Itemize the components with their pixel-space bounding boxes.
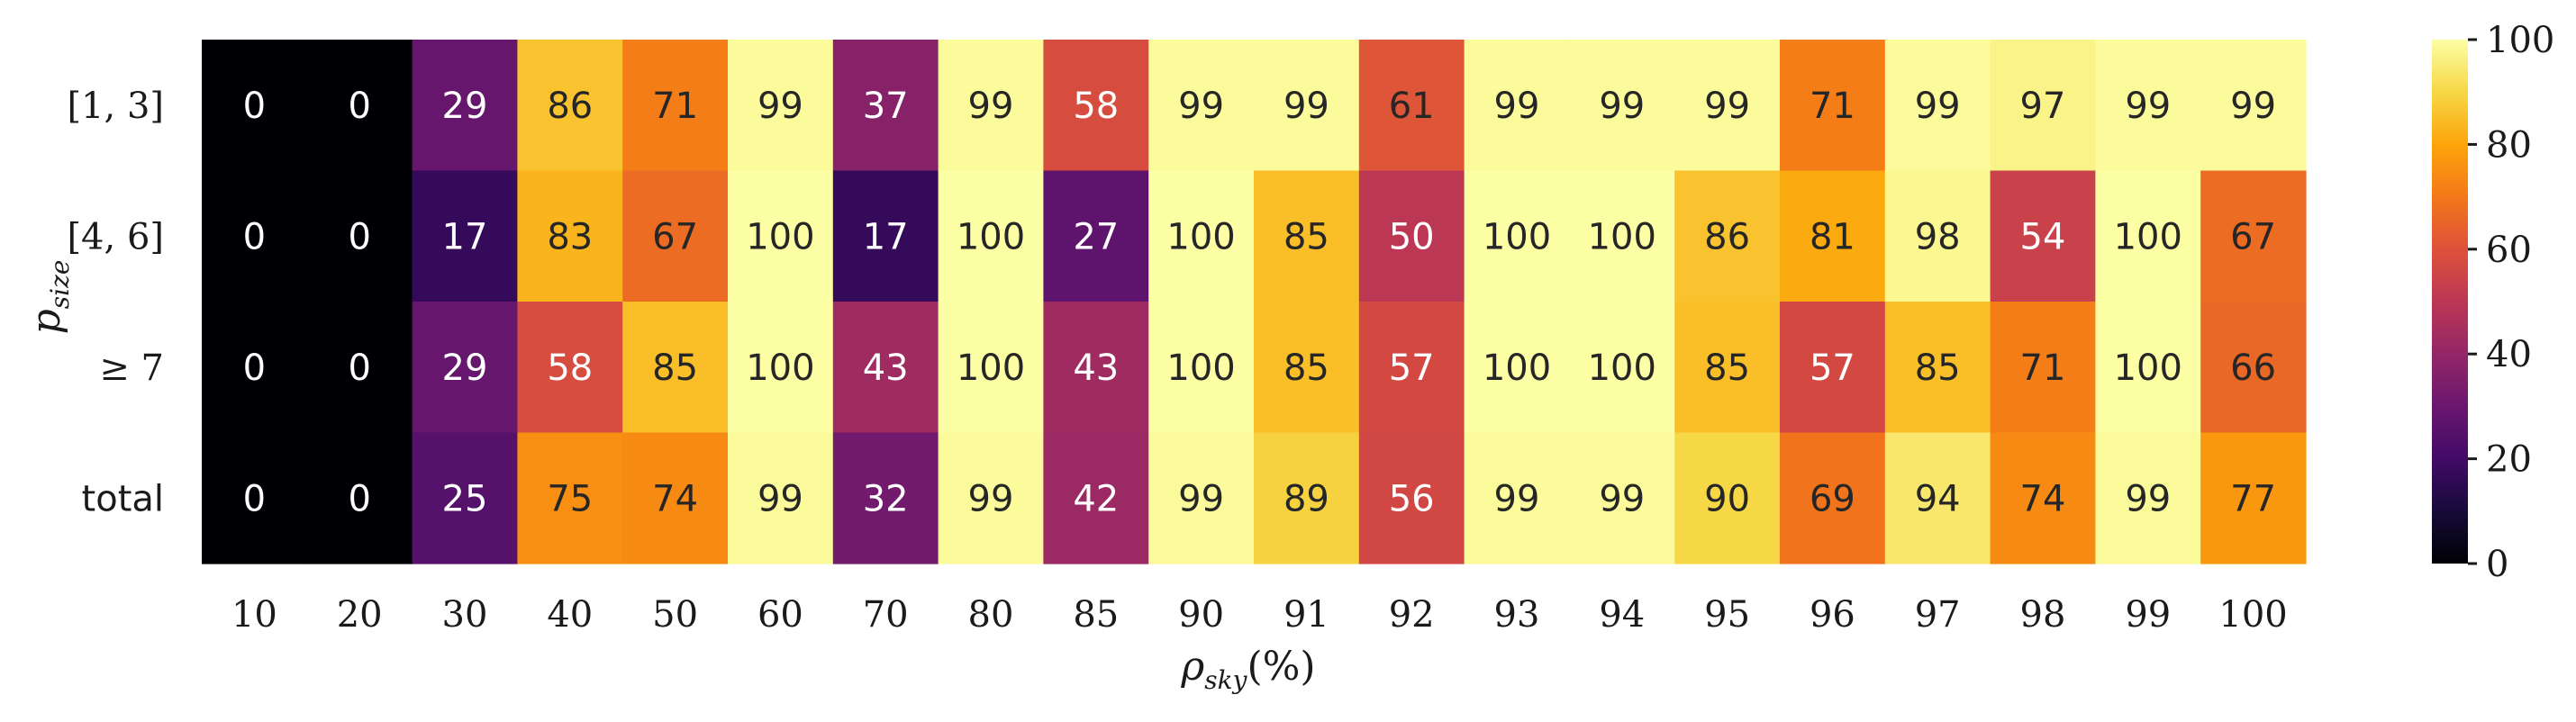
y-tick-labels: [67, 86, 164, 520]
heatmap-cell-value: 57: [1809, 347, 1855, 389]
heatmap-cell-value: 27: [1073, 216, 1120, 258]
heatmap-cell-value: 17: [441, 216, 488, 258]
x-axis-label: [1180, 644, 1315, 695]
heatmap-cell-value: 100: [1166, 347, 1236, 389]
colorbar-ticks: [2468, 20, 2554, 585]
heatmap-cell-value: 100: [956, 216, 1026, 258]
heatmap-cell-value: 29: [441, 347, 488, 389]
y-axis-label-sub: size: [45, 259, 75, 310]
heatmap-cell-value: 99: [1178, 478, 1225, 520]
x-tick-label: 99: [2125, 594, 2172, 636]
heatmap-cell-value: 71: [652, 85, 699, 127]
heatmap-cell-value: 42: [1073, 478, 1120, 520]
heatmap-cell-value: 61: [1388, 85, 1435, 127]
heatmap-cell-value: 0: [242, 216, 267, 258]
heatmap-cell-value: 32: [862, 478, 909, 520]
heatmap-cell-value: 89: [1283, 478, 1329, 520]
x-tick-label: 10: [231, 594, 277, 636]
heatmap-cells: [202, 40, 2307, 564]
heatmap-cell-value: 0: [242, 85, 267, 127]
x-tick-label: 30: [441, 594, 488, 636]
heatmap-cell-value: 0: [348, 85, 371, 127]
heatmap-cell-value: 29: [441, 85, 488, 127]
x-tick-label: 97: [1914, 594, 1961, 636]
heatmap-cell-value: 100: [1587, 216, 1656, 258]
colorbar-tick-label: 100: [2486, 20, 2555, 61]
heatmap-cell-value: 56: [1388, 478, 1435, 520]
heatmap-cell-value: 75: [547, 478, 594, 520]
x-tick-label: 70: [862, 594, 909, 636]
x-tick-label: 90: [1178, 594, 1225, 636]
y-axis-label: [23, 260, 75, 335]
x-tick-label: 20: [336, 594, 383, 636]
heatmap-cell-value: 69: [1809, 478, 1855, 520]
heatmap-cell-value: 100: [2113, 216, 2182, 258]
x-axis-label-main: ρ: [1181, 644, 1205, 690]
heatmap-cell-value: 86: [547, 85, 594, 127]
heatmap-cell-value: 85: [1914, 347, 1961, 389]
y-axis-label-main: p: [23, 309, 69, 335]
heatmap-cell-value: 71: [1809, 85, 1855, 127]
x-tick-label: 93: [1493, 594, 1540, 636]
heatmap-cell-value: 99: [1493, 85, 1540, 127]
heatmap-cell-value: 0: [348, 347, 371, 389]
colorbar-tick-label: 40: [2486, 334, 2532, 376]
x-tick-label: 60: [757, 594, 803, 636]
x-tick-label: 95: [1704, 594, 1751, 636]
heatmap-cell-value: 71: [2019, 347, 2066, 389]
heatmap-cell-value: 97: [2019, 85, 2066, 127]
heatmap-cell-value: 100: [956, 347, 1026, 389]
heatmap-cell-value: 50: [1388, 216, 1435, 258]
heatmap-cell-value: 86: [1704, 216, 1751, 258]
heatmap-cell-value: 85: [652, 347, 699, 389]
heatmap-cell-value: 99: [2230, 85, 2277, 127]
x-tick-label: 91: [1283, 594, 1329, 636]
heatmap-cell-value: 74: [2019, 478, 2066, 520]
colorbar-tick-label: 20: [2486, 438, 2532, 481]
colorbar-tick-label: 60: [2486, 229, 2532, 271]
x-tick-label: 96: [1809, 594, 1855, 636]
y-tick-label: total: [81, 478, 164, 520]
x-tick-label: 98: [2019, 594, 2066, 636]
heatmap-cell-value: 99: [967, 478, 1014, 520]
heatmap-cell-value: 25: [441, 478, 488, 520]
heatmap-cell-value: 67: [2230, 216, 2277, 258]
x-tick-label: 50: [652, 594, 699, 636]
x-axis-label-sub: sky: [1204, 665, 1247, 695]
heatmap-cell-value: 54: [2019, 216, 2066, 258]
heatmap-cell-value: 99: [967, 85, 1014, 127]
x-tick-label: 40: [547, 594, 594, 636]
x-tick-label: 94: [1599, 594, 1646, 636]
heatmap-cell-value: 90: [1704, 478, 1751, 520]
colorbar-tick-label: 80: [2486, 124, 2532, 167]
x-tick-label: 80: [967, 594, 1014, 636]
y-tick-label: [1, 3]: [67, 85, 164, 127]
heatmap-cell-value: 0: [348, 216, 371, 258]
heatmap-cell-value: 99: [1493, 478, 1540, 520]
heatmap-cell-value: 83: [547, 216, 594, 258]
heatmap-cell-value: 43: [862, 347, 909, 389]
heatmap-cell-value: 100: [746, 347, 815, 389]
heatmap-cell-value: 57: [1388, 347, 1435, 389]
heatmap-cell-value: 94: [1914, 478, 1961, 520]
heatmap-cell-value: 100: [1482, 347, 1552, 389]
x-axis-label-unit: (%): [1247, 644, 1316, 690]
heatmap-cell-value: 58: [1073, 85, 1120, 127]
x-tick-labels: [231, 594, 2288, 636]
heatmap-cell-value: 37: [862, 85, 909, 127]
heatmap-cell-value: 67: [652, 216, 699, 258]
heatmap-cell-value: 100: [1482, 216, 1552, 258]
heatmap-cell-value: 81: [1809, 216, 1855, 258]
heatmap-cell-value: 100: [746, 216, 815, 258]
y-tick-label: [4, 6]: [67, 216, 164, 258]
heatmap-cell-value: 98: [1914, 216, 1961, 258]
heatmap-cell-value: 85: [1283, 347, 1329, 389]
heatmap-cell-value: 99: [757, 478, 803, 520]
heatmap-cell-value: 85: [1704, 347, 1751, 389]
heatmap-cell-value: 99: [757, 85, 803, 127]
heatmap-cell-value: 100: [2113, 347, 2182, 389]
heatmap-cell-value: 0: [242, 347, 267, 389]
heatmap-cell-value: 100: [1587, 347, 1656, 389]
heatmap-cell-value: 99: [2125, 478, 2172, 520]
heatmap-cell-value: 58: [547, 347, 594, 389]
heatmap-cell-value: 85: [1283, 216, 1329, 258]
heatmap-cell-value: 74: [652, 478, 699, 520]
colorbar: [2432, 40, 2468, 564]
heatmap-cell-value: 99: [1704, 85, 1751, 127]
heatmap-cell-value: 77: [2230, 478, 2277, 520]
heatmap-cell-value: 99: [1599, 85, 1646, 127]
colorbar-tick-label: 0: [2486, 544, 2509, 585]
heatmap-cell-value: 0: [242, 478, 267, 520]
heatmap-cell-value: 17: [862, 216, 909, 258]
y-tick-label: ≥ 7: [99, 347, 164, 389]
heatmap-cell-value: 0: [348, 478, 371, 520]
x-tick-label: 85: [1073, 594, 1120, 636]
x-tick-label: 100: [2218, 594, 2288, 636]
heatmap-cell-value: 99: [1283, 85, 1329, 127]
heatmap-cell-value: 99: [1914, 85, 1961, 127]
x-tick-label: 92: [1388, 594, 1435, 636]
heatmap-cell-value: 99: [1178, 85, 1225, 127]
heatmap-cell-value: 99: [1599, 478, 1646, 520]
heatmap-cell-value: 66: [2230, 347, 2277, 389]
heatmap-cell-value: 43: [1073, 347, 1120, 389]
heatmap-cell-value: 99: [2125, 85, 2172, 127]
heatmap-cell-value: 100: [1166, 216, 1236, 258]
